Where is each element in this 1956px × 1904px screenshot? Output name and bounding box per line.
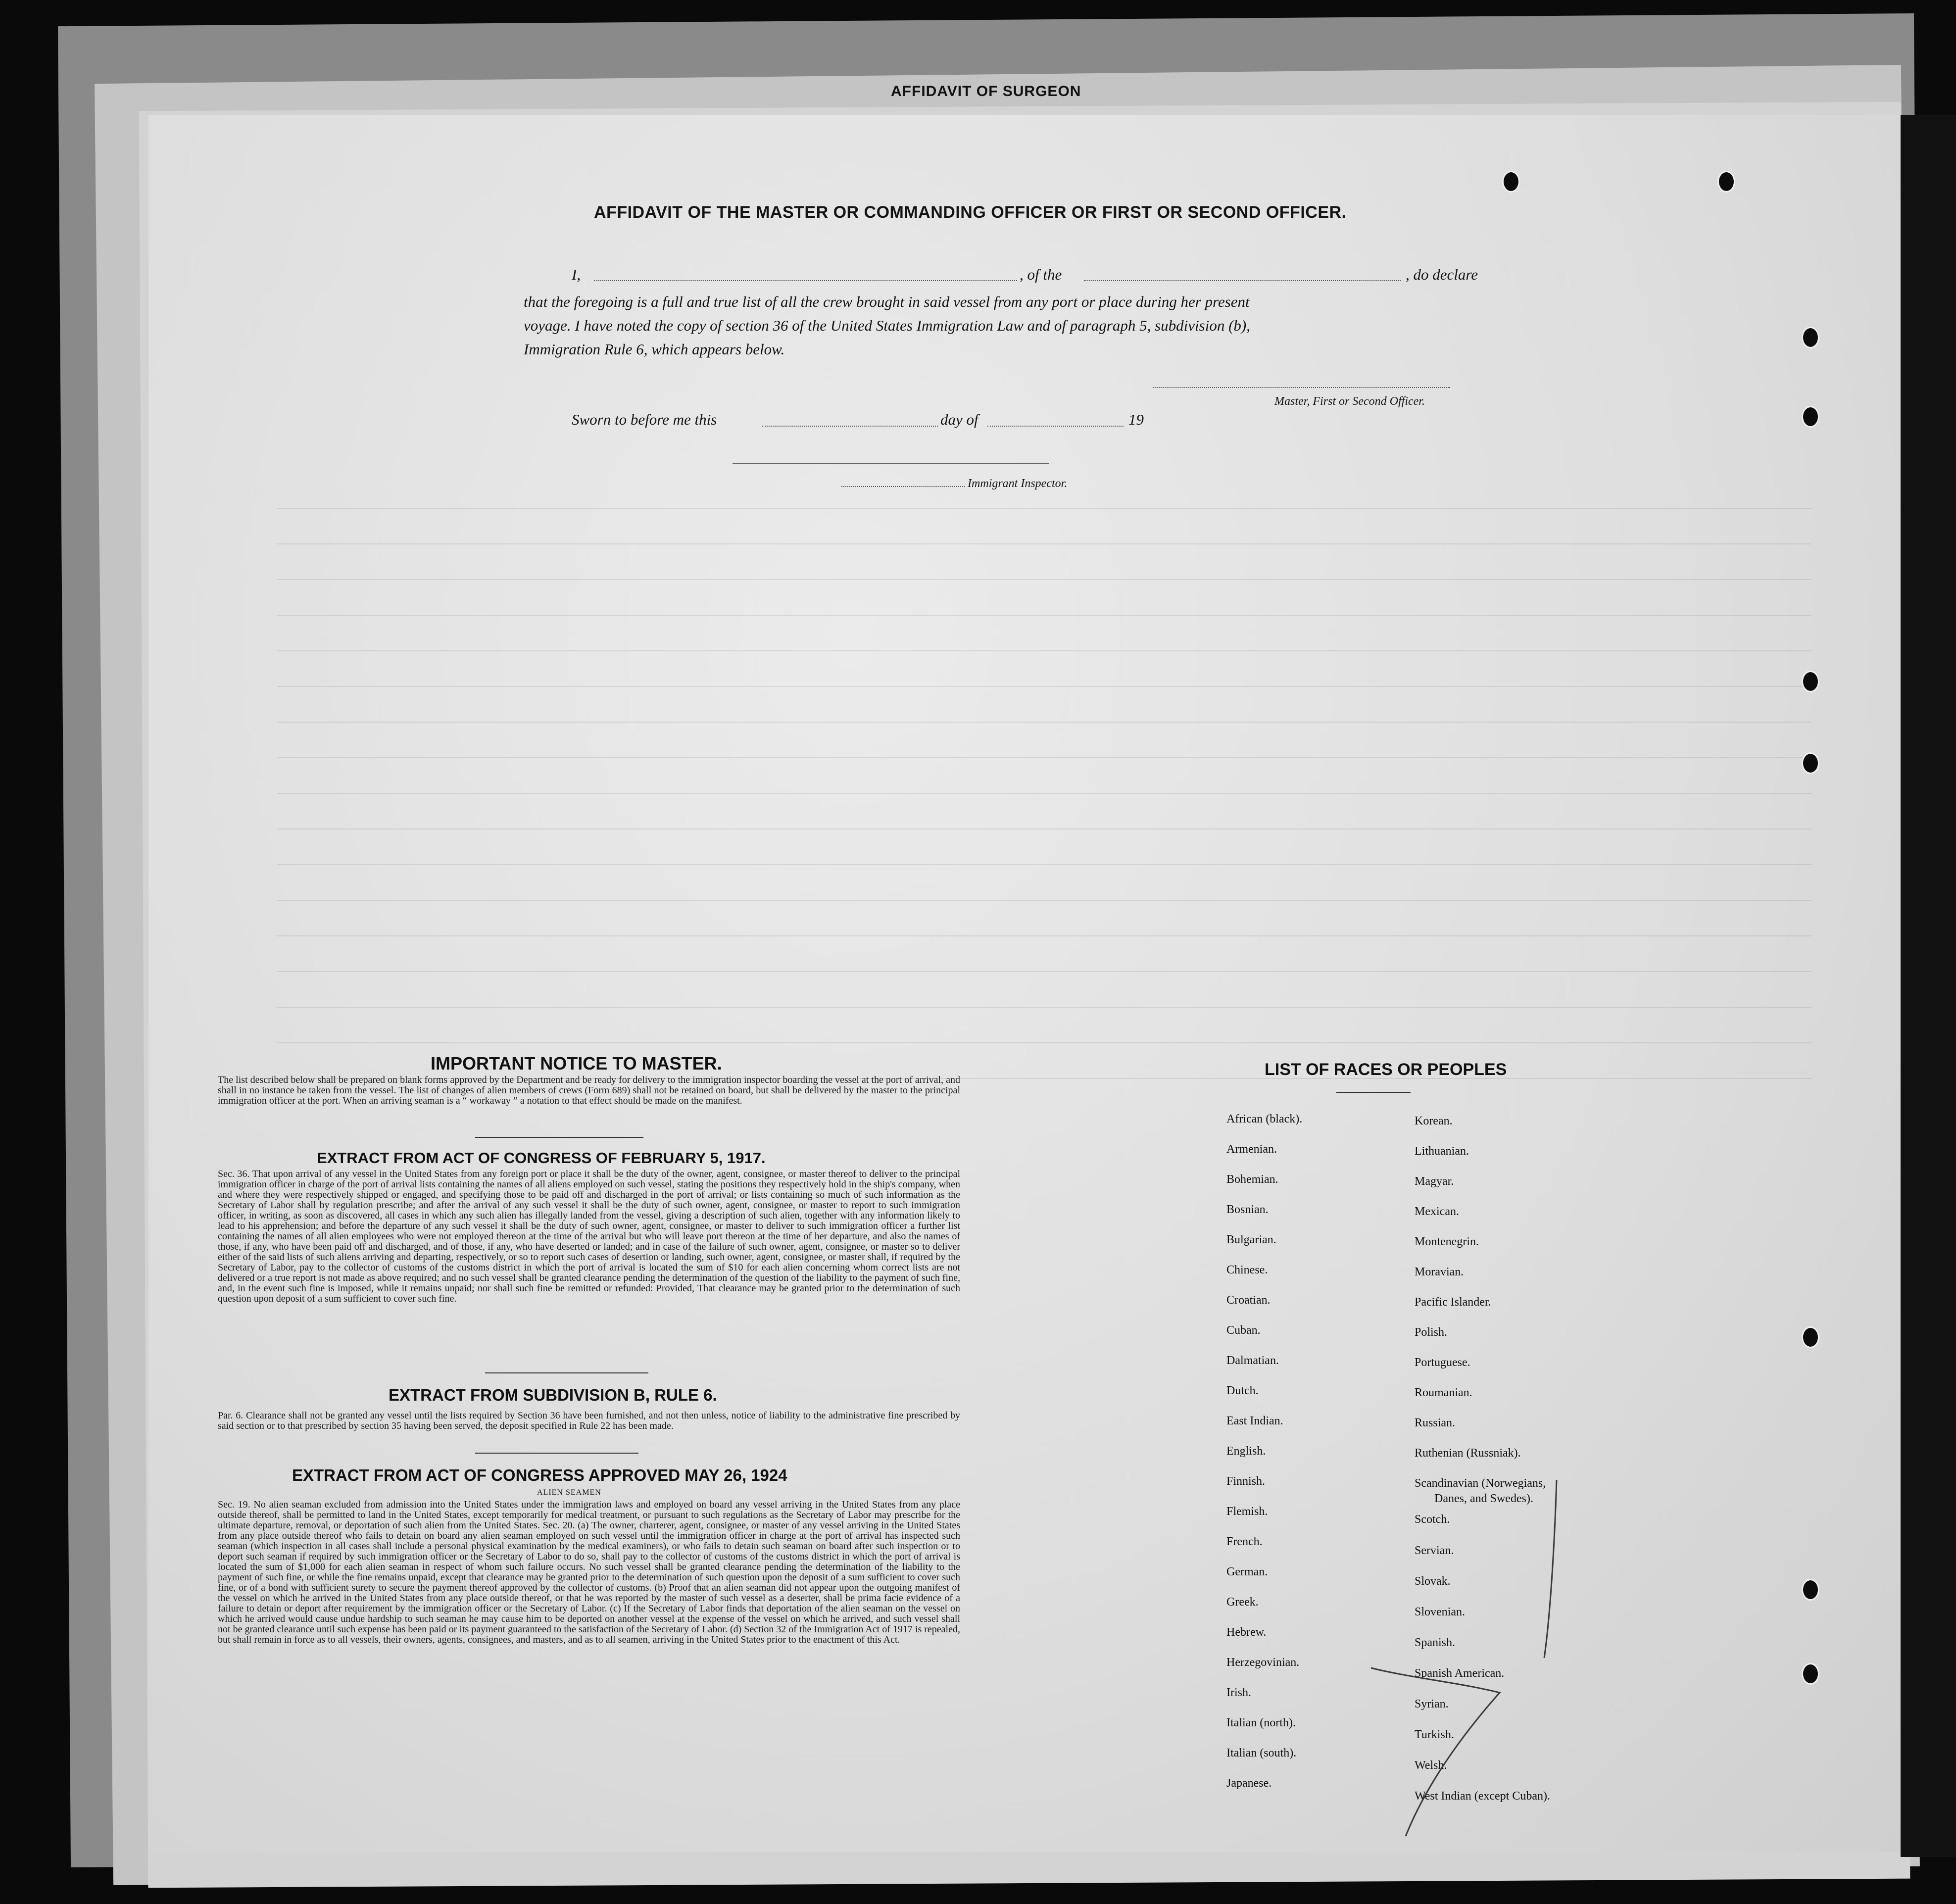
race-item: Danes, and Swedes).: [1434, 1492, 1533, 1505]
extract-rule6-text: Par. 6. Clearance shall not be granted any vessel until the lists required by Section 36 have been furnished, and not then unless, notice of liability to the administrative fine prescribed by said section or to that prescribed by section 35 having been served, the deposit specified in Rule 22 has been made.: [218, 1410, 960, 1431]
race-item: Roumanian.: [1415, 1386, 1472, 1399]
extract-rule6-heading: EXTRACT FROM SUBDIVISION B, RULE 6.: [389, 1386, 717, 1404]
affidavit-do-declare: , do declare: [1406, 266, 1478, 283]
inspector-signature-line[interactable]: [841, 486, 965, 487]
punch-hole: [1802, 406, 1819, 428]
race-item: Syrian.: [1415, 1698, 1449, 1710]
scan-edge-shadow: [1901, 115, 1956, 1857]
race-item: Greek.: [1226, 1596, 1259, 1609]
punch-hole: [1502, 171, 1520, 193]
sworn-year: 19: [1128, 411, 1144, 428]
extract-1917-divider: [485, 1372, 648, 1373]
affidavit-line3: voyage. I have noted the copy of section 36 of the United States Immigration Law and of paragraph 5, subdivision (b),: [524, 317, 1250, 334]
race-item: Bosnian.: [1226, 1203, 1269, 1216]
race-item: Japanese.: [1226, 1777, 1272, 1790]
inspector-caption: Immigrant Inspector.: [968, 477, 1068, 490]
race-item: West Indian (except Cuban).: [1415, 1790, 1550, 1803]
race-item: Bulgarian.: [1226, 1233, 1276, 1246]
punch-hole: [1802, 1579, 1819, 1601]
race-item: Italian (north).: [1226, 1716, 1296, 1729]
notice-divider: [475, 1137, 643, 1138]
race-item: Spanish.: [1415, 1636, 1456, 1649]
race-item: Italian (south).: [1226, 1747, 1297, 1759]
race-item: Pacific Islander.: [1415, 1296, 1491, 1309]
race-item: Turkish.: [1415, 1728, 1454, 1741]
affidavit-line4: Immigration Rule 6, which appears below.: [524, 341, 785, 358]
affidavit-title: AFFIDAVIT OF THE MASTER OR COMMANDING OFFICER OR FIRST OR SECOND OFFICER.: [594, 203, 1347, 222]
affidavit-of-the: , of the: [1020, 266, 1062, 283]
notice-heading: IMPORTANT NOTICE TO MASTER.: [431, 1053, 722, 1074]
race-item: Lithuanian.: [1415, 1145, 1469, 1158]
race-item: French.: [1226, 1535, 1263, 1548]
race-item: Welsh.: [1415, 1759, 1447, 1772]
extract-1924-subheading: ALIEN SEAMEN: [537, 1488, 601, 1497]
sworn-day-of: day of: [940, 411, 978, 428]
race-item: East Indian.: [1226, 1415, 1283, 1427]
race-item: Servian.: [1415, 1544, 1454, 1557]
sworn-text: Sworn to before me this: [572, 411, 717, 428]
extract-1917-heading: EXTRACT FROM ACT OF CONGRESS OF FEBRUARY 5, 1917.: [317, 1149, 766, 1167]
race-item: Irish.: [1226, 1686, 1251, 1699]
race-item: Magyar.: [1415, 1175, 1454, 1188]
race-item: Bohemian.: [1226, 1173, 1278, 1186]
race-item: Korean.: [1415, 1115, 1453, 1127]
extract-1924-text: Sec. 19. No alien seaman excluded from admission into the United States under the immigration laws and employed on board any vessel arriving in the United States from any place outside thereof, shall be permitted to land in the United States, except temporarily for medical treatment, or pursuant to such regulations as the Secretary of Labor may prescribe for the ultimate departure, removal, or deportation of such alien from the United States. Sec. 20. (a) The owner, charterer, agent, consignee, or master of any vessel arriving in the United States from any place outside thereof who fails to detain on board any alien seaman employed on such vessel until the immigration officer in charge at the port of arrival has inspected such seaman (which inspection in all cases shall include a personal physical examination by the medical examiners), or who fails to detain such seaman on board after such inspection or to deport such seaman if required by such immigration officer or the Secretary of Labor to do so, shall pay to the collector of customs of the customs district in which the port of arrival is located the sum of $1,000 for each alien seaman in respect of whom such failure occurs. No such vessel shall be granted clearance pending the determination of the liability to the payment of such fine, or while the fine remains unpaid, except that clearance may be granted prior to the determination of such question upon the deposit of a sum sufficient to cover such fine, or of a bond with sufficient surety to secure the payment thereof approved by the collector of customs. (b) Proof that an alien seaman did not appear upon the outgoing manifest of the vessel on which he arrived in the United States from any place outside thereof, or that he was reported by the master of such vessel as a deserter, shall be prima facie evidence of a failure to detain or deport after requirement by the immigration officer or the Secretary of Labor. (c) If the Secretary of Labor finds that deportation of the alien seaman on the vessel on which he arrived would cause undue hardship to such seaman he may cause him to be deported on another vessel at the expense of the vessel on which he arrived, and such vessel shall not be granted clearance until such expense has been paid or its payment guaranteed to the satisfaction of the Secretary of Labor. (d) Section 32 of the Immigration Act of 1917 is repealed, but shall remain in force as to all vessels, their owners, agents, consignees, and masters, and as to all seamen, arriving in the United States prior to the enactment of this Act.: [218, 1499, 960, 1645]
race-item: Armenian.: [1226, 1143, 1277, 1156]
race-item: Russian.: [1415, 1416, 1456, 1429]
race-item: Polish.: [1415, 1326, 1448, 1339]
race-item: Spanish American.: [1415, 1667, 1505, 1680]
pencil-mark: [1312, 1460, 1589, 1866]
race-item: Finnish.: [1226, 1475, 1266, 1488]
affidavit-i: I,: [572, 266, 581, 283]
inspector-top-rule: [733, 463, 1049, 464]
extract-1924-heading: EXTRACT FROM ACT OF CONGRESS APPROVED MAY 26, 1924: [292, 1466, 787, 1484]
punch-hole: [1802, 1663, 1819, 1685]
signature-line[interactable]: [1153, 387, 1450, 388]
signature-caption: Master, First or Second Officer.: [1274, 395, 1425, 408]
sworn-day-blank[interactable]: [762, 426, 938, 427]
race-item: Scotch.: [1415, 1513, 1450, 1526]
notice-text: The list described below shall be prepared on blank forms approved by the Department and be ready for delivery to the immigration inspector boarding the vessel at the port of arrival, and shall in no instance be taken from the vessel. The list of changes of alien members of crews (Form 689) shall not be retained on board, but shall be delivered by the master to the principal immigration officer at the port. When an arriving seaman is a “ workaway ” a notation to that effect should be made on the manifest.: [218, 1074, 960, 1106]
extract-1917-text: Sec. 36. That upon arrival of any vessel in the United States from any foreign port or place it shall be the duty of the owner, agent, consignee, or master thereof to deliver to the principal immigration officer in charge of the port of arrival lists containing the names of all aliens employed on such vessel, stating the positions they respectively hold in the ship's company, when and where they were respectively shipped or engaged, and specifying those to be paid off and discharged in the port of arrival; or lists containing so much of such information as the Secretary of Labor shall by regulation prescribe; and after the arrival of any such vessel it shall be the duty of such owner, agent, consignee, or master to report to such immigration officer, in writing, as soon as discovered, all cases in which any such alien has illegally landed from the vessel, giving a description of such alien, together with any information likely to lead to his apprehension; and before the departure of any such vessel it shall be the duty of such owner, agent, consignee, or master to deliver to such immigration officer a further list containing the names of all alien employees who were not employed thereon at the time of the arrival but who will leave port thereon at the time of her departure, and also the names of those, if any, who have been paid off and discharged, and of those, if any, who have deserted or landed; and in case of the failure of such owner, agent, consignee, or master so to deliver either of the said lists of such aliens arriving and departing, respectively, or so to report such cases of desertion or landing, such owner, agent, consignee, or master shall, if required by the Secretary of Labor, pay to the collector of customs of the customs district in which the port of arrival is located the sum of $10 for each alien concerning whom correct lists are not delivered or a true report is not made as above required; and no such vessel shall be granted clearance pending the determination of the question of the liability to the payment of such fine, and, in the event such fine is imposed, while it remains unpaid; nor shall such fine be remitted or refunded: Provided, That clearance may be granted prior to the determination of such question upon deposit of a sum sufficient to cover such fine.: [218, 1169, 960, 1304]
races-divider: [1336, 1092, 1411, 1093]
back-sheet-title: AFFIDAVIT OF SURGEON: [891, 83, 1081, 99]
race-item: African (black).: [1226, 1113, 1303, 1125]
race-item: Chinese.: [1226, 1264, 1268, 1276]
punch-hole: [1802, 1326, 1819, 1348]
punch-hole: [1802, 671, 1819, 692]
race-item: Dalmatian.: [1226, 1354, 1279, 1367]
race-item: Hebrew.: [1226, 1626, 1267, 1639]
bleed-through-texture: [277, 485, 1811, 1079]
punch-hole: [1802, 752, 1819, 774]
extract-rule6-divider: [475, 1453, 638, 1454]
punch-hole: [1802, 327, 1819, 348]
race-item: Ruthenian (Russniak).: [1415, 1447, 1521, 1460]
race-item: Flemish.: [1226, 1505, 1268, 1518]
sworn-month-blank[interactable]: [987, 426, 1124, 427]
affidavit-line2: that the foregoing is a full and true list of all the crew brought in said vessel from any port or place during her present: [524, 293, 1250, 310]
race-item: Herzegovinian.: [1226, 1656, 1300, 1669]
race-item: Slovenian.: [1415, 1606, 1465, 1618]
race-item: Mexican.: [1415, 1205, 1459, 1218]
race-item: English.: [1226, 1445, 1266, 1458]
race-item: Montenegrin.: [1415, 1235, 1479, 1248]
punch-hole: [1717, 171, 1735, 193]
vessel-blank[interactable]: [1084, 280, 1401, 281]
race-item: Croatian.: [1226, 1294, 1271, 1307]
race-item: Portuguese.: [1415, 1356, 1470, 1369]
race-item: Scandinavian (Norwegians,: [1415, 1477, 1546, 1490]
race-item: Slovak.: [1415, 1575, 1451, 1588]
races-heading: LIST OF RACES OR PEOPLES: [1265, 1060, 1507, 1079]
race-item: Moravian.: [1415, 1266, 1464, 1278]
race-item: Dutch.: [1226, 1384, 1259, 1397]
race-item: Cuban.: [1226, 1324, 1261, 1337]
name-blank[interactable]: [594, 280, 1017, 281]
race-item: German.: [1226, 1565, 1268, 1578]
